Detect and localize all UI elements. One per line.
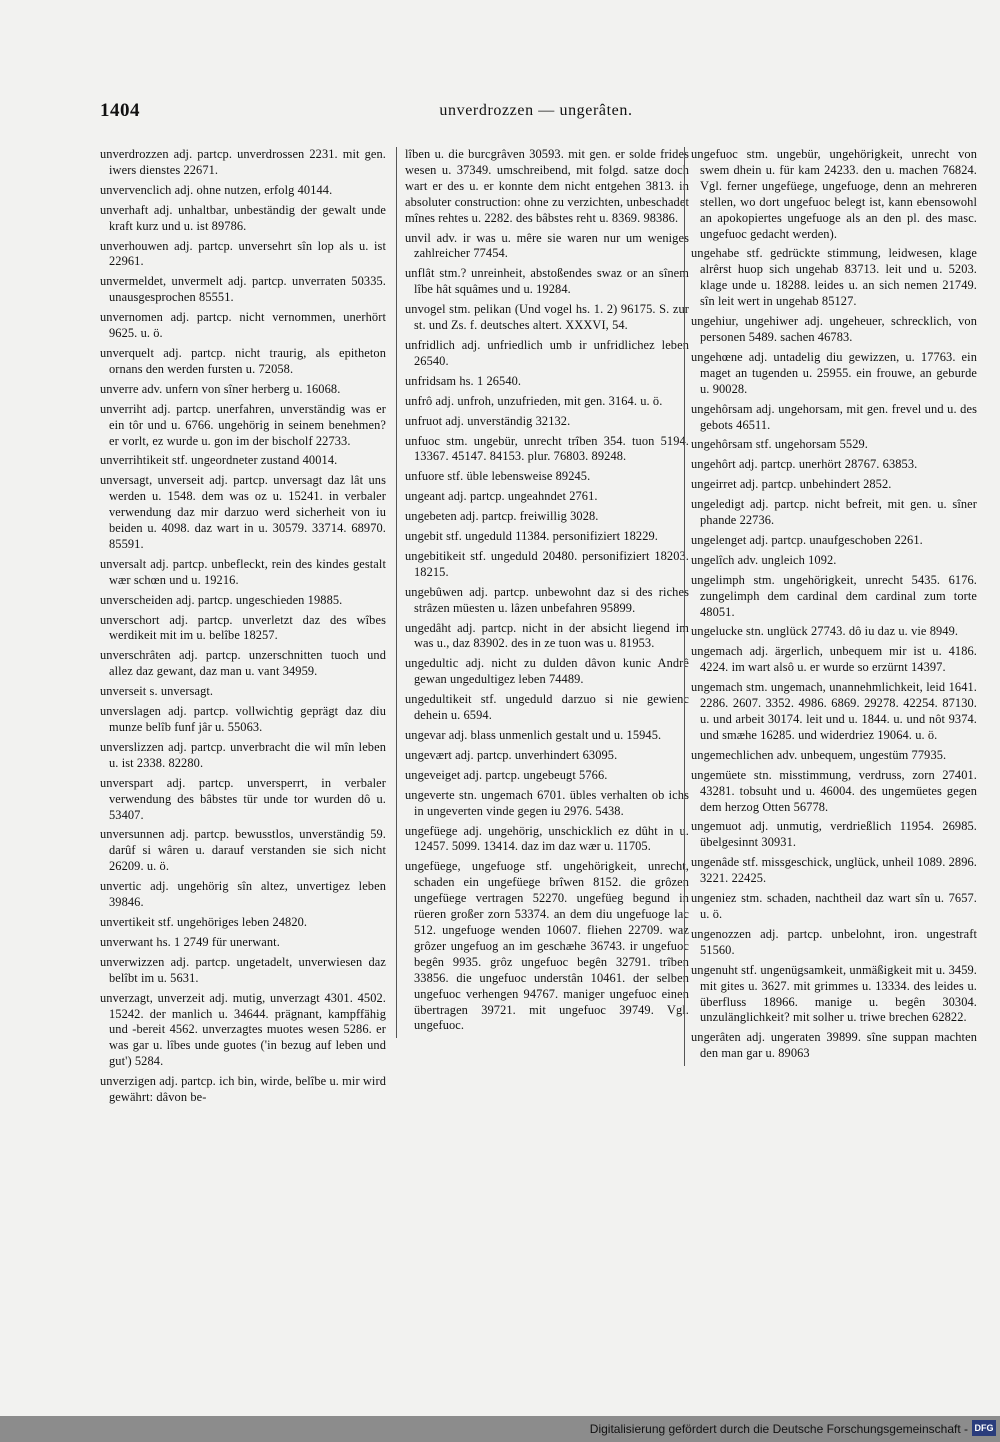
dictionary-entry: ungeverte stn. ungemach 6701. übles verhalten ob ichs in ungeverten vinde gegen iu 2976. 5438. — [405, 787, 689, 818]
running-head: unverdrozzen — ungerâten. — [439, 102, 633, 119]
dictionary-entry: unvertic adj. ungehörig sîn altez, unvertigez leben 39846. — [100, 879, 386, 910]
dictionary-entry: unverre adv. unfern von sîner herberg u. 16068. — [100, 381, 341, 396]
dictionary-entry: ungenozzen adj. partcp. unbelohnt, iron. ungestraft 51560. — [691, 926, 977, 957]
dictionary-entry: ungebeten adj. partcp. freiwillig 3028. — [405, 509, 599, 524]
dictionary-entry: ungemach adj. ärgerlich, unbequem mir ist u. 4186. 4224. im wart alsô u. er wurde so erzürnt 14397. — [691, 644, 977, 675]
dictionary-entry: ungehœne adj. untadelig diu gewizzen, u. 17763. ein maget an tugenden u. 25955. ein frouwe, an geburde u. 90028. — [691, 349, 977, 396]
dictionary-entry: ungemuot adj. unmutig, verdrießlich 11954. 26985. übelgesinnt 30931. — [691, 819, 977, 850]
dictionary-entry: unflât stm.? unreinheit, abstoßendes swaz or an sînem lîbe hât squâmes und u. 19284. — [405, 266, 689, 297]
dictionary-entry: ungeniez stm. schaden, nachtheil daz wart sîn u. 7657. u. ö. — [691, 891, 977, 921]
dictionary-entry: unfuoc stm. ungebür, unrecht trîben 354. tuon 5194. 13367. 45147. 84153. plur. 76803. 89248. — [405, 433, 689, 464]
dictionary-entry: unverriht adj. partcp. unerfahren, unverständig was er ein tôr und u. 6766. ungehörig in seinem benehmen? er vorlt, ez wurde u. gon im der bischolf 22733. — [100, 401, 386, 448]
column-3 — [684, 147, 977, 1066]
dictionary-entry: ungemüete stn. misstimmung, verdruss, zorn 27401. 43281. tobsuht und u. 46004. des ungemüetes gegen dem herzog Otten 56778. — [691, 767, 977, 814]
dictionary-entry: unversunnen adj. partcp. bewusstlos, unverständig 59. darûf si wâren u. darauf verstanden sie sich nicht 26209. u. ö. — [100, 827, 386, 874]
dictionary-entry: ungeledigt adj. partcp. nicht befreit, mit gen. u. sîner phande 22736. — [691, 497, 977, 528]
dictionary-entry: ungebitikeit stf. ungeduld 20480. personifiziert 18203. 18215. — [405, 548, 689, 579]
dictionary-entry: ungelîch adv. ungleich 1092. — [691, 552, 837, 567]
dictionary-entry: ungelimph stm. ungehörigkeit, unrecht 5435. 6176. zungelimph dem cardinal dem cardinal zum torte 48051. — [691, 572, 977, 619]
dictionary-entry: unverslizzen adj. partcp. unverbracht die wil mîn leben u. ist 2338. 82280. — [100, 739, 386, 770]
column-1 — [100, 147, 386, 1110]
dictionary-entry: unfridlich adj. unfriedlich umb ir unfridlichez leben 26540. — [405, 337, 689, 368]
dictionary-entry: unfrô adj. unfroh, unzufrieden, mit gen. 3164. u. ö. — [405, 393, 663, 408]
dictionary-entry: unfruot adj. unverständig 32132. — [405, 413, 571, 428]
dictionary-entry: unverhouwen adj. partcp. unversehrt sîn lop als u. ist 22961. — [100, 238, 386, 269]
dictionary-entry: unverhaft adj. unhaltbar, unbeständig der gewalt unde kraft kurz und u. ist 89786. — [100, 202, 386, 233]
dfg-logo: DFG — [972, 1420, 996, 1436]
dictionary-entry: ungenuht stf. ungenügsamkeit, unmäßigkeit mit u. 3459. mit gites u. 3627. mit grimmes u. 13334. des leides u. überfluss 18966. manige u. begên 30304. unzulänglichkeit? mit solher u. triwe brechen 62822. — [691, 962, 977, 1025]
dictionary-entry: ungehabe stf. gedrückte stimmung, leidwesen, klage alrêrst huop sich ungehab 83713. leit und u. 5203. klage unde u. 18288. leides u. an sich nemen 21749. sîn leit wert in ungehab 85127. — [691, 246, 977, 309]
dictionary-entry: unvertikeit stf. ungehöriges leben 24820. — [100, 914, 308, 929]
dictionary-entry: unverdrozzen adj. partcp. unverdrossen 2231. mit gen. iwers dienstes 22671. — [100, 147, 386, 177]
dictionary-entry: ungefüege adj. ungehörig, unschicklich ez dûht in u. 12457. 5099. 13414. daz im daz wær u. 11705. — [405, 823, 689, 854]
dictionary-entry: ungedultic adj. nicht zu dulden dâvon kunic Andrê gewan ungedultigez leben 74489. — [405, 656, 689, 687]
dictionary-entry: unverspart adj. partcp. unversperrt, in verbaler verwendung des bâbstes tür unde tor wurden dô u. 53407. — [100, 775, 386, 822]
dictionary-entry: unverzagt, unverzeit adj. mutig, unverzagt 4301. 4502. 15242. der manlich u. 34644. prägnant, kampffähig und -bereit 4562. unverzagtes muotes wesen 5286. er was gar u. lîbes unde guotes ('in bezug auf leben und gut') 5284. — [100, 990, 386, 1069]
dictionary-entry: unverschrâten adj. partcp. unzerschnitten tuoch und allez daz gewant, daz man u. vant 34959. — [100, 648, 386, 679]
dictionary-entry: unverscheiden adj. partcp. ungeschieden 19885. — [100, 592, 343, 607]
dictionary-entry: ungelucke stn. unglück 27743. dô iu daz u. vie 8949. — [691, 624, 959, 639]
dictionary-entry: ungevært adj. partcp. unverhindert 63095. — [405, 747, 618, 762]
page-number: 1404 — [100, 100, 140, 121]
dictionary-entry: unvernomen adj. partcp. nicht vernommen, unerhört 9625. u. ö. — [100, 310, 386, 341]
dictionary-entry: unvervenclich adj. ohne nutzen, erfolg 40144. — [100, 182, 333, 197]
dictionary-entry: ungedâht adj. partcp. nicht in der absicht liegend im was u., daz 83902. des in ze tuon was u. 81953. — [405, 620, 689, 651]
dictionary-entry: ungebûwen adj. partcp. unbewohnt daz si des riches strâzen müesten u. lâzen unbefahren 95899. — [405, 584, 689, 615]
dictionary-entry: unverwant hs. 1 2749 für unerwant. — [100, 934, 280, 949]
dictionary-entry: ungehiur, ungehiwer adj. ungeheuer, schrecklich, von personen 5489. sachen 46783. — [691, 314, 977, 344]
dictionary-entry: ungeirret adj. partcp. unbehindert 2852. — [691, 477, 892, 492]
dictionary-entry: unverwizzen adj. partcp. ungetadelt, unverwiesen daz belîbt im u. 5631. — [100, 954, 386, 985]
dictionary-entry: ungefüege, ungefuoge stf. ungehörigkeit, unrecht, schaden ein ungefüege brîwen 8152. die grôzen ungefüege vertragen 52270. ungefüeg begund in rüeren großer zorn 53374. an dem diu ungefuoge lac 512. ungefuoge wenden 10607. fliehen 22709. waz grôzer ungefuog an im geschæhe 36743. ir ungefuoc begên 9935. grôz ungefuoc begên 32791. trîben 33856. die ungefuoc understân 10461. der selben ungefuoc verhengen 94767. maniger ungefuoc einen übertragen 39721. mit ungefuoc 39749. Vgl. ungefuoc. — [405, 859, 689, 1033]
dictionary-entry: ungehôrt adj. partcp. unerhört 28767. 63853. — [691, 457, 918, 472]
dictionary-entry: ungemechlichen adv. unbequem, ungestüm 77935. — [691, 747, 947, 762]
dictionary-entry: unfridsam hs. 1 26540. — [405, 373, 522, 388]
dictionary-entry: unvogel stm. pelikan (Und vogel hs. 1. 2) 96175. S. zur st. und Zs. f. deutsches altert. XXXVI, 54. — [405, 302, 689, 333]
dictionary-entry: ungebit stf. ungeduld 11384. personifiziert 18229. — [405, 529, 658, 544]
dictionary-entry: unverslagen adj. partcp. vollwichtig geprägt daz diu munze belîb funf jâr u. 55063. — [100, 704, 386, 734]
dictionary-entry: ungeant adj. partcp. ungeahndet 2761. — [405, 489, 598, 504]
dictionary-entry: unvermeldet, unvermelt adj. partcp. unverraten 50335. unausgesprochen 85551. — [100, 274, 386, 305]
dictionary-entry: ungenâde stf. missgeschick, unglück, unheil 1089. 2896. 3221. 22425. — [691, 855, 977, 886]
dictionary-entry: unvil adv. ir was u. mêre sie waren nur um weniges zahlreicher 77454. — [405, 230, 689, 261]
dictionary-entry: ungefuoc stm. ungebür, ungehörigkeit, unrecht von swem dhein u. für kam 24233. den u. machen 76824. Vgl. ferner ungefüege, ungefuoge, denn an mehreren stellen, wo dort ungefuoc belegt ist, kann ebensowohl an apokopiertes ungefuoge als an den pl. des masc. ungefuoc gedacht werden). — [691, 147, 977, 241]
page-header — [100, 100, 972, 124]
dictionary-entry: ungelenget adj. partcp. unaufgeschoben 2261. — [691, 532, 923, 547]
dictionary-entry: ungemach stm. ungemach, unannehmlichkeit, leid 1641. 2286. 2607. 3352. 4986. 6869. 29278. 42254. 87130. u. und arbeit 30174. leit und u. 1844. u. und nôt 9374. und smæhe 16285. und widerdriez 19064. u. ö. — [691, 680, 977, 742]
dictionary-entry: ungehôrsam stf. ungehorsam 5529. — [691, 437, 868, 452]
dictionary-entry: ungeveiget adj. partcp. ungebeugt 5766. — [405, 767, 608, 782]
dictionary-entry: lîben u. die burcgrâven 30593. mit gen. er solde frides wesen u. 37349. umschreibend, mit folgd. satze doch wart er des u. er konnte dem nicht entgehen 3813. in absoluter construction: ohne zu verzichten, unbeschadet mînes rehtes u. 2282. des bâbstes reht u. 8369. 98386. — [405, 147, 689, 225]
footer-bar — [0, 1416, 1000, 1442]
dictionary-entry: ungedultikeit stf. ungeduld darzuo si nie gewienc dehein u. 6594. — [405, 692, 689, 723]
dictionary-entry: unverrihtikeit stf. ungeordneter zustand 40014. — [100, 453, 338, 468]
dictionary-entry: unverzigen adj. partcp. ich bin, wirde, belîbe u. mir wird gewährt: dâvon be- — [100, 1074, 386, 1105]
dictionary-entry: unversalt adj. partcp. unbefleckt, rein des kindes gestalt wær schœn und u. 19216. — [100, 556, 386, 587]
dictionary-entry: unversagt, unverseit adj. partcp. unversagt daz lât uns werden u. 1548. dem was oz u. 15241. in verbaler verwendung daz mir darzuo werd sicherheit von iu beiden u. 4098. daz wart in u. 30579. 33714. 68970. 85591. — [100, 473, 386, 551]
dictionary-entry: unverseit s. unversagt. — [100, 684, 214, 699]
dictionary-entry: ungerâten adj. ungeraten 39899. sîne suppan machten den man gar u. 89063 — [691, 1030, 977, 1061]
dictionary-entry: ungehôrsam adj. ungehorsam, mit gen. frevel und u. des gebots 46511. — [691, 401, 977, 432]
dictionary-entry: unverquelt adj. partcp. nicht traurig, als epitheton ornans den werden fursten u. 72058. — [100, 345, 386, 376]
dictionary-entry: unverschort adj. partcp. unverletzt daz des wîbes werdikeit mit im u. belîbe 18257. — [100, 612, 386, 643]
dictionary-entry: unfuore stf. üble lebensweise 89245. — [405, 469, 591, 484]
dictionary-entry: ungevar adj. blass unmenlich gestalt und u. 15945. — [405, 728, 662, 742]
column-2 — [396, 147, 689, 1038]
funding-notice: Digitalisierung gefördert durch die Deutsche Forschungsgemeinschaft - — [589, 1422, 968, 1436]
